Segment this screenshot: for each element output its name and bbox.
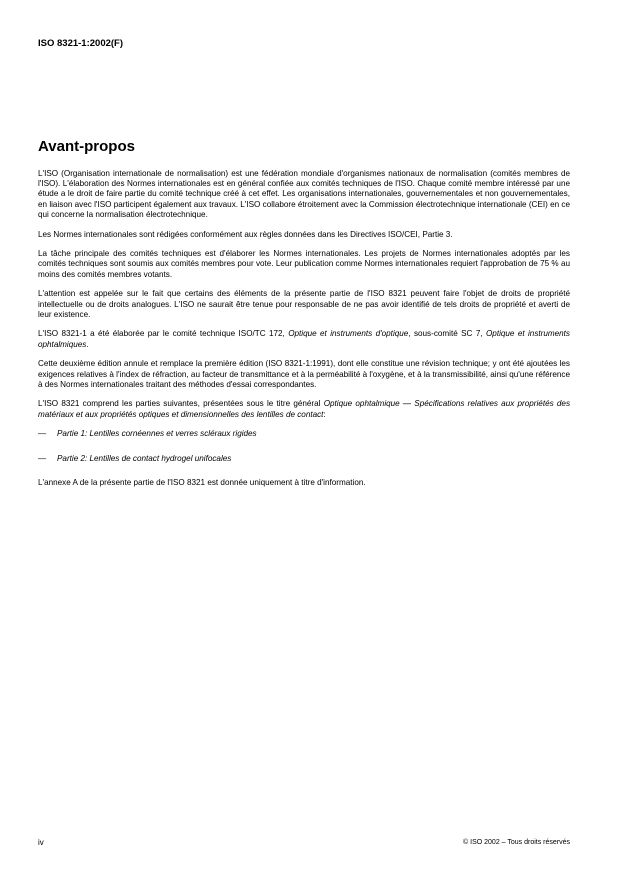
subcommittee-name: Optique et instruments ophtalmiques xyxy=(38,329,570,349)
document-id: ISO 8321-1:2002(F) xyxy=(38,38,124,49)
paragraph-committee xyxy=(38,329,570,349)
page-title: Avant-propos xyxy=(38,138,135,155)
committee-text-3: . xyxy=(86,339,89,349)
list-item xyxy=(38,454,570,464)
paragraph-directives: Les Normes internationales sont rédigées conformément aux règles données dans les Directives ISO/CEI, Partie 3. xyxy=(38,229,453,239)
list-dash: — xyxy=(38,453,47,463)
general-title: Optique ophtalmique — Spécifications relatives aux propriétés des matériaux et aux propriétés optiques et dimensionnelles des lentilles de contact xyxy=(38,399,571,419)
committee-text-1: L'ISO 8321-1 a été élaborée par le comité technique ISO/TC 172, xyxy=(38,329,289,339)
list-item-text: Partie 2: Lentilles de contact hydrogel unifocales xyxy=(57,453,232,463)
list-dash: — xyxy=(38,429,47,439)
paragraph-patent-notice: L'attention est appelée sur le fait que certains des éléments de la présente partie de l'ISO 8321 peuvent faire l'objet de droits de propriété intellectuelle ou de droits analogues. L'ISO ne saurait être tenue pour responsable de ne pas avoir identifié de tels droits de propriété et averti de leur existence. xyxy=(38,289,570,319)
paragraph-edition: Cette deuxième édition annule et remplace la première édition (ISO 8321-1:1991), dont elle constitue une révision technique; y ont été ajoutées les exigences relatives à l'index de réfraction, au facteur de transmittance et à la perméabilité à l'oxygène, et à la transmissibilité, ainsi qu'une référence à des Normes internationales traitant des méthodes d'essai correspondantes. xyxy=(38,359,570,389)
copyright-notice: © ISO 2002 – Tous droits réservés xyxy=(463,839,570,846)
list-item-text: Partie 1: Lentilles cornéennes et verres scléraux rigides xyxy=(57,429,257,439)
parts-text-1: L'ISO 8321 comprend les parties suivantes, présentées sous le titre général xyxy=(38,399,324,409)
page-number: iv xyxy=(38,838,44,847)
paragraph-annex: L'annexe A de la présente partie de l'ISO 8321 est donnée uniquement à titre d'information. xyxy=(38,477,366,487)
parts-text-2: : xyxy=(323,409,326,419)
paragraph-iso-intro: L'ISO (Organisation internationale de normalisation) est une fédération mondiale d'organismes nationaux de normalisation (comités membres de l'ISO). L'élaboration des Normes internationales est en général confiée aux comités techniques de l'ISO. Chaque comité membre intéressé par une étude a le droit de faire partie du comité technique créé à cet effet. Les organisations internationales, gouvernementales et non gouvernementales, en liaison avec l'ISO participent également aux travaux. L'ISO collabore étroitement avec la Commission électrotechnique internationale (CEI) en ce qui concerne la normalisation électrotechnique. xyxy=(38,169,570,219)
foreword-body xyxy=(38,169,570,497)
committee-name: Optique et instruments d'optique xyxy=(288,329,409,339)
committee-text-2: , sous-comité SC 7, xyxy=(408,329,486,339)
paragraph-main-task: La tâche principale des comités techniques est d'élaborer les Normes internationales. Les projets de Normes internationales adoptés par les comités techniques sont soumis aux comités membres pour vote. Leur publication comme Normes internationales requiert l'approbation de 75 % au moins des comités membres votants. xyxy=(38,249,570,279)
list-item xyxy=(38,429,570,439)
paragraph-parts xyxy=(38,399,570,419)
